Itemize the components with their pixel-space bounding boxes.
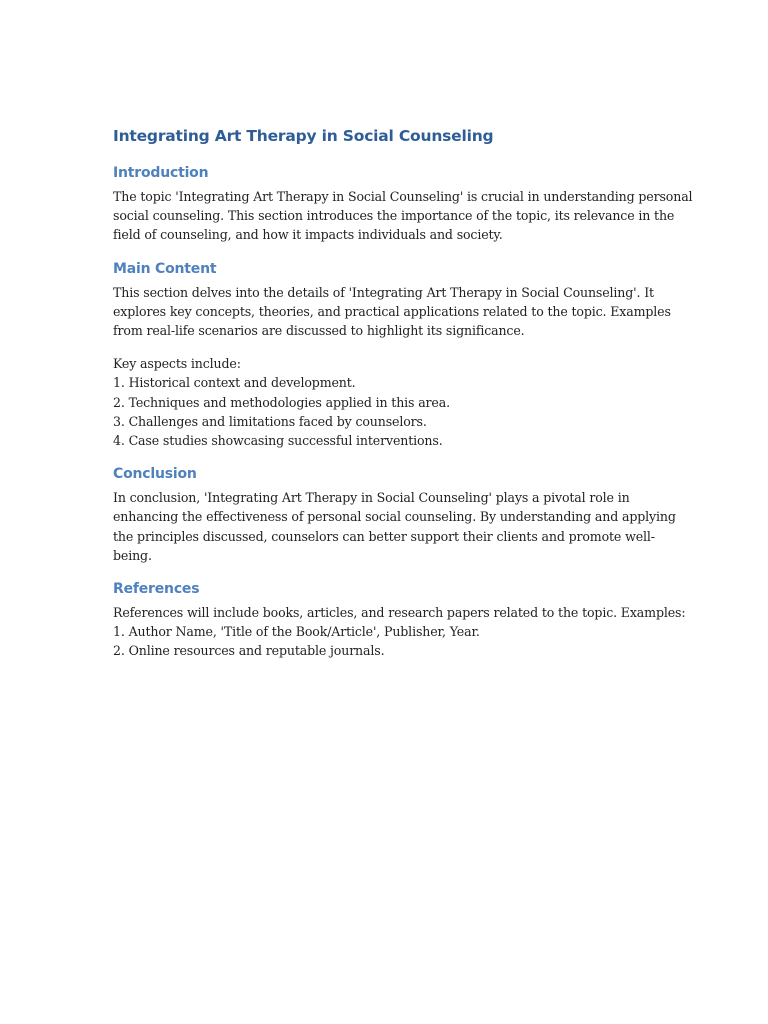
- text-line: the principles discussed, counselors can better support their clients and promote well-: [113, 528, 655, 544]
- references-paragraph: [113, 603, 686, 661]
- text-line: References will include books, articles, and research papers related to the topic. Examples:: [113, 605, 686, 621]
- text-line: In conclusion, 'Integrating Art Therapy in Social Counseling' plays a pivotal role in: [113, 490, 630, 506]
- list-intro: Key aspects include:: [113, 356, 241, 372]
- text-line: being.: [113, 547, 152, 563]
- section-heading-main-content: Main Content: [113, 260, 217, 277]
- main-content-paragraph: [113, 283, 671, 341]
- conclusion-paragraph: [113, 488, 676, 565]
- introduction-paragraph: [113, 187, 693, 245]
- list-item: 4. Case studies showcasing successful interventions.: [113, 433, 443, 449]
- list-item: 2. Techniques and methodologies applied in this area.: [113, 394, 450, 410]
- document-title: Integrating Art Therapy in Social Counseling: [113, 127, 494, 145]
- document-body: [113, 125, 693, 675]
- section-heading-references: References: [113, 581, 200, 598]
- section-introduction: [113, 163, 693, 245]
- text-line: from real-life scenarios are discussed to highlight its significance.: [113, 323, 525, 339]
- list-item: 3. Challenges and limitations faced by counselors.: [113, 413, 427, 429]
- section-main-content: [113, 259, 671, 451]
- reference-item: 2. Online resources and reputable journals.: [113, 643, 385, 659]
- section-heading-introduction: Introduction: [113, 165, 209, 181]
- list-item: 1. Historical context and development.: [113, 375, 356, 391]
- text-line: social counseling. This section introduces the importance of the topic, its relevance in the: [113, 208, 675, 224]
- section-references: [113, 579, 686, 661]
- key-aspects-list: [113, 354, 658, 450]
- reference-item: 1. Author Name, 'Title of the Book/Article', Publisher, Year.: [113, 624, 480, 640]
- text-line: This section delves into the details of 'Integrating Art Therapy in Social Counseling'. It: [113, 284, 654, 300]
- text-line: The topic 'Integrating Art Therapy in Social Counseling' is crucial in understanding personal: [113, 189, 693, 204]
- text-line: field of counseling, and how it impacts individuals and society.: [113, 227, 503, 243]
- section-conclusion: [113, 464, 676, 565]
- text-line: explores key concepts, theories, and practical applications related to the topic. Examples: [113, 303, 671, 319]
- section-heading-conclusion: Conclusion: [113, 466, 197, 483]
- text-line: enhancing the effectiveness of personal social counseling. By understanding and applying: [113, 509, 676, 525]
